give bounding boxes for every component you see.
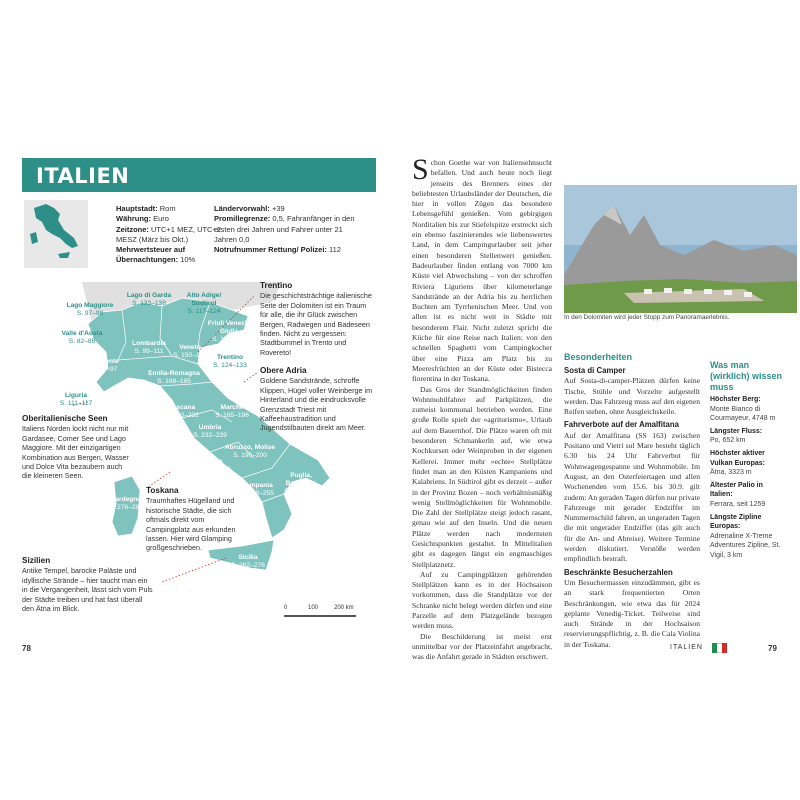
region-marche: Marche S. 185–196 [215, 404, 249, 419]
map-scale: 0 100 200 km [284, 606, 358, 618]
dolomites-photo [564, 185, 797, 313]
region-friuli: Friuli Venezia Giulia S. 139–149 [207, 320, 251, 343]
region-lago-maggiore: Lago Maggiore S. 97–98 [66, 302, 114, 317]
title-bar [22, 158, 376, 192]
region-abruzzo-molise: Abruzzo, Molise S. 196–200 [224, 444, 276, 459]
callout-sizilien: Sizilien Antike Tempel, barocke Paläste und idyllische Strände – hier taucht man ein in die Vergangenheit, lässt sich vom Puls der Städte treiben und hat fast überall den Ätna im Blick. [22, 556, 153, 614]
besonderheiten-column: Besonderheiten Sosta di Camper Auf Sosta-di-camper-Plätzen dürfen keine Tische, Stühle und Vorzelte aufgestellt werden. Das Fahrzeug muss auf den eigenen Reifen stehen, ohne Ausgleichskeile. Fahrverbote auf der Amalfitana Auf der Amalfitana (SS 163) zwischen Positano und Vietri sul Mare besteht täglich 6.30 bis 24 Uhr Fahrverbot für Wohnwagengespanne und Wohnmobile. Im August, an den Osterfeiertagen und allen Wochenenden vom 15.6. bis 30.9. gilt zudem: An geraden Tagen dürfen nur private Fahrzeuge mit gerader Endziffer im Nummernschild fahren, an ungeraden Tagen die mit ungerader Endziffer (das gilt auch für die An- und Abreise). Weitere Termine werden diskutiert. Verstöße werden empfindlich bestraft. Beschränkte Besucherzahlen Um Besuchermassen einzudämmen, gibt es an stark frequentierten Orten Beschränkungen, wie etwa das für 2024 geplante Venedig-Ticket. Teilweise sind auch Strände in der Hochsaison reservierungspflichtig, z. B. die Cala Violina in der Toskana. [564, 352, 700, 649]
page-number-left: 78 [22, 644, 31, 653]
region-veneto: Veneto S. 150–163 [173, 344, 207, 359]
right-page [412, 153, 783, 662]
wissen-heading: Was man (wirklich) wissen muss [710, 360, 783, 392]
facts-column: Was man (wirklich) wissen muss Höchster Berg: Monte Bianco di Courmayeur, 4748 m Längster Fluss: Po, 652 km Höchster aktiver Vulkan Europas: Ätna, 3323 m Ältester Palio in Italien: Ferrara, seit 1259 Längste Zipline Europas: Adrenaline X-Treme Adventures Zipline, St. Vigil, 3 km [710, 360, 783, 559]
region-piemonte: Piemonte S. 85–97 [89, 358, 119, 373]
region-lombardia: Lombardia S. 99–111 [132, 340, 166, 355]
footer-country-label: ITALIEN [670, 644, 703, 651]
italy-flag-icon [712, 643, 727, 653]
left-page [22, 158, 376, 658]
dropcap: S [412, 153, 429, 186]
region-lazio: Lazio S. 239–248 [197, 458, 231, 473]
callout-adria: Obere Adria Goldene Sandstrände, schroffe Klippen, Hügel voller Weinberge im Hinterland und die eindrucksvolle Grenzstadt Triest mit Kaffeehaustradition und Jugendstilbauten direkt am Meer. [260, 366, 373, 433]
region-puglia-basilicata: Puglia, Basilicata S. 200–210 [284, 472, 318, 495]
region-sicilia: Sicilia S. 262–276 [231, 554, 265, 569]
region-lago-di-garda: Lago di Garda S. 133–138 [126, 292, 172, 307]
callout-seen: Oberitalienische Seen Italiens Norden lockt nicht nur mit Gardasee, Comer See und Lago Maggiore. Mit der einzigartigen Kombination aus Bergen, Wasser und Dolce Vita bezaubern auch die kleineren Seen. [22, 414, 129, 481]
callout-toskana: Toskana Traumhaftes Hügelland und historische Städte, die sich oftmals direkt vom Campingplatz aus erkunden lassen. Hier wird Glamping großgeschrieben. [146, 486, 236, 553]
region-calabria: Calabria S. 256–262 [287, 522, 321, 537]
region-sardegna: Sardegna S. 276–286 [109, 496, 143, 511]
region-trentino: Trentino S. 124–133 [213, 354, 247, 369]
facts-col-2: Ländervorwahl: +39 Promillegrenze: 0,5, Fahranfänger in den ersten drei Jahren und Fahrer unter 21 Jahren 0,0 Notrufnummer Rettung/ Polizei: 112 [214, 204, 355, 255]
callout-trentino: Trentino Die geschichtsträchtige italienische Seite der Dolomiten ist ein Traum für alle, die ihr Glück zwischen Bergen, Radwegen und Badeseen finden. Nicht zu vergessen: Stadtbummel in Trento und Rovereto! [260, 281, 372, 357]
page-title: ITALIEN [36, 164, 130, 188]
region-liguria: Liguria S. 111–117 [59, 392, 93, 407]
region-toscana: Toscana S. 210–232 [165, 404, 199, 419]
main-text: Schon Goethe war von Italiensehnsucht befallen. Und auch heute noch liegt jenseits des Brenners eines der beliebtesten Urlaubsländer der Deutschen, die hier in vollen Zügen das besondere Lebensgefühl genießen. Vom gebirgigen Norditalien bis zur Stiefelspitze erstreckt sich ein ebenso faszinierendes wie liebenswertes Land, in dem Campingurlauber seit jeher einen besonderen Stellenwert genießen. Badeurlauber finden entlang von 7000 km Küste viel Abwechslung – von der schroffen Riviera Liguriens über kilometerlange Sandstrände an der Adria bis zu herrlichen Buchten am Tyrrhenischen Meer. Und von allen ist es nicht weit in Städte mit besonderem Flair. Nicht zuletzt spricht die Küche für eine Reise nach Italien: von den schnellen Spaghetti vom Campingkocher über eine Pizza am Platz bis zu Meeresfrüchten an der Küste oder Bistecca fiorentina in der Toskana. Das Gros der Standmöglichkeiten finden Wohnmobilfahrer auf Parkplätzen, die zumeist kommunal betrieben werden. Eine große Rolle spielt der »agriturismo«, Urlaub auf dem Bauernhof. Die Plätze waren oft mit besonderen Schmankerln auf, wie etwa Kochkursen oder Weinproben in der eigenen Kellerei. Immer mehr »echte« Stellplätze findet man an den Küsten Kampaniens und Kalabriens. In Südtirol gibt es derzeit – außer in der Provinz Bozen – noch verhältnismäßig wenig Stellmöglichkeiten für Wohnmobile. Die Zahl der Stellplätze steigt jedoch rasant, genau wie auf den Inseln. Und die neuen Plätze werden nach modernsten Gesichtspunkten gestaltet. In Mittelitalien gibt es dagegen längst ein engmaschiges Stellplatznetz. Auf zu Campingplätzen gehörenden Stellplätzen kann es in der Hochsaison vorkommen, dass die Standplätze vor der Schranke nicht belegt werden dürfen und eine Parzelle auf dem Platzgelände bezogen werden muss. Die Beschilderung ist meist erst unmittelbar vor der Platzeinfahrt angebracht, was die Anfahrt gerade in Städten erschwert. [412, 153, 552, 662]
region-valle-daosta: Valle d'Aosta S. 82–85 [61, 330, 103, 345]
region-suedtirol: Alto Adige/ Südtirol S. 117–124 [186, 292, 222, 315]
page-number-right: 79 [768, 644, 777, 653]
photo-caption: In den Dolomiten wird jeder Stopp zum Panoramaerlebnis. [564, 314, 730, 321]
besonderheiten-heading: Besonderheiten [564, 352, 633, 362]
region-umbria: Umbria S. 232–239 [193, 424, 227, 439]
facts-col-1: Hauptstadt: Rom Währung: Euro Zeitzone: UTC+1 MEZ, UTC+2 MESZ (März bis Okt.) Mehrwertsteuer auf Übernachtungen: 10% [116, 204, 222, 265]
region-campania: Campania S. 248–255 [240, 482, 274, 497]
region-emilia-romagna: Emilia-Romagna S. 168–185 [148, 370, 200, 385]
italy-map [22, 282, 376, 632]
locator-map [24, 200, 88, 268]
